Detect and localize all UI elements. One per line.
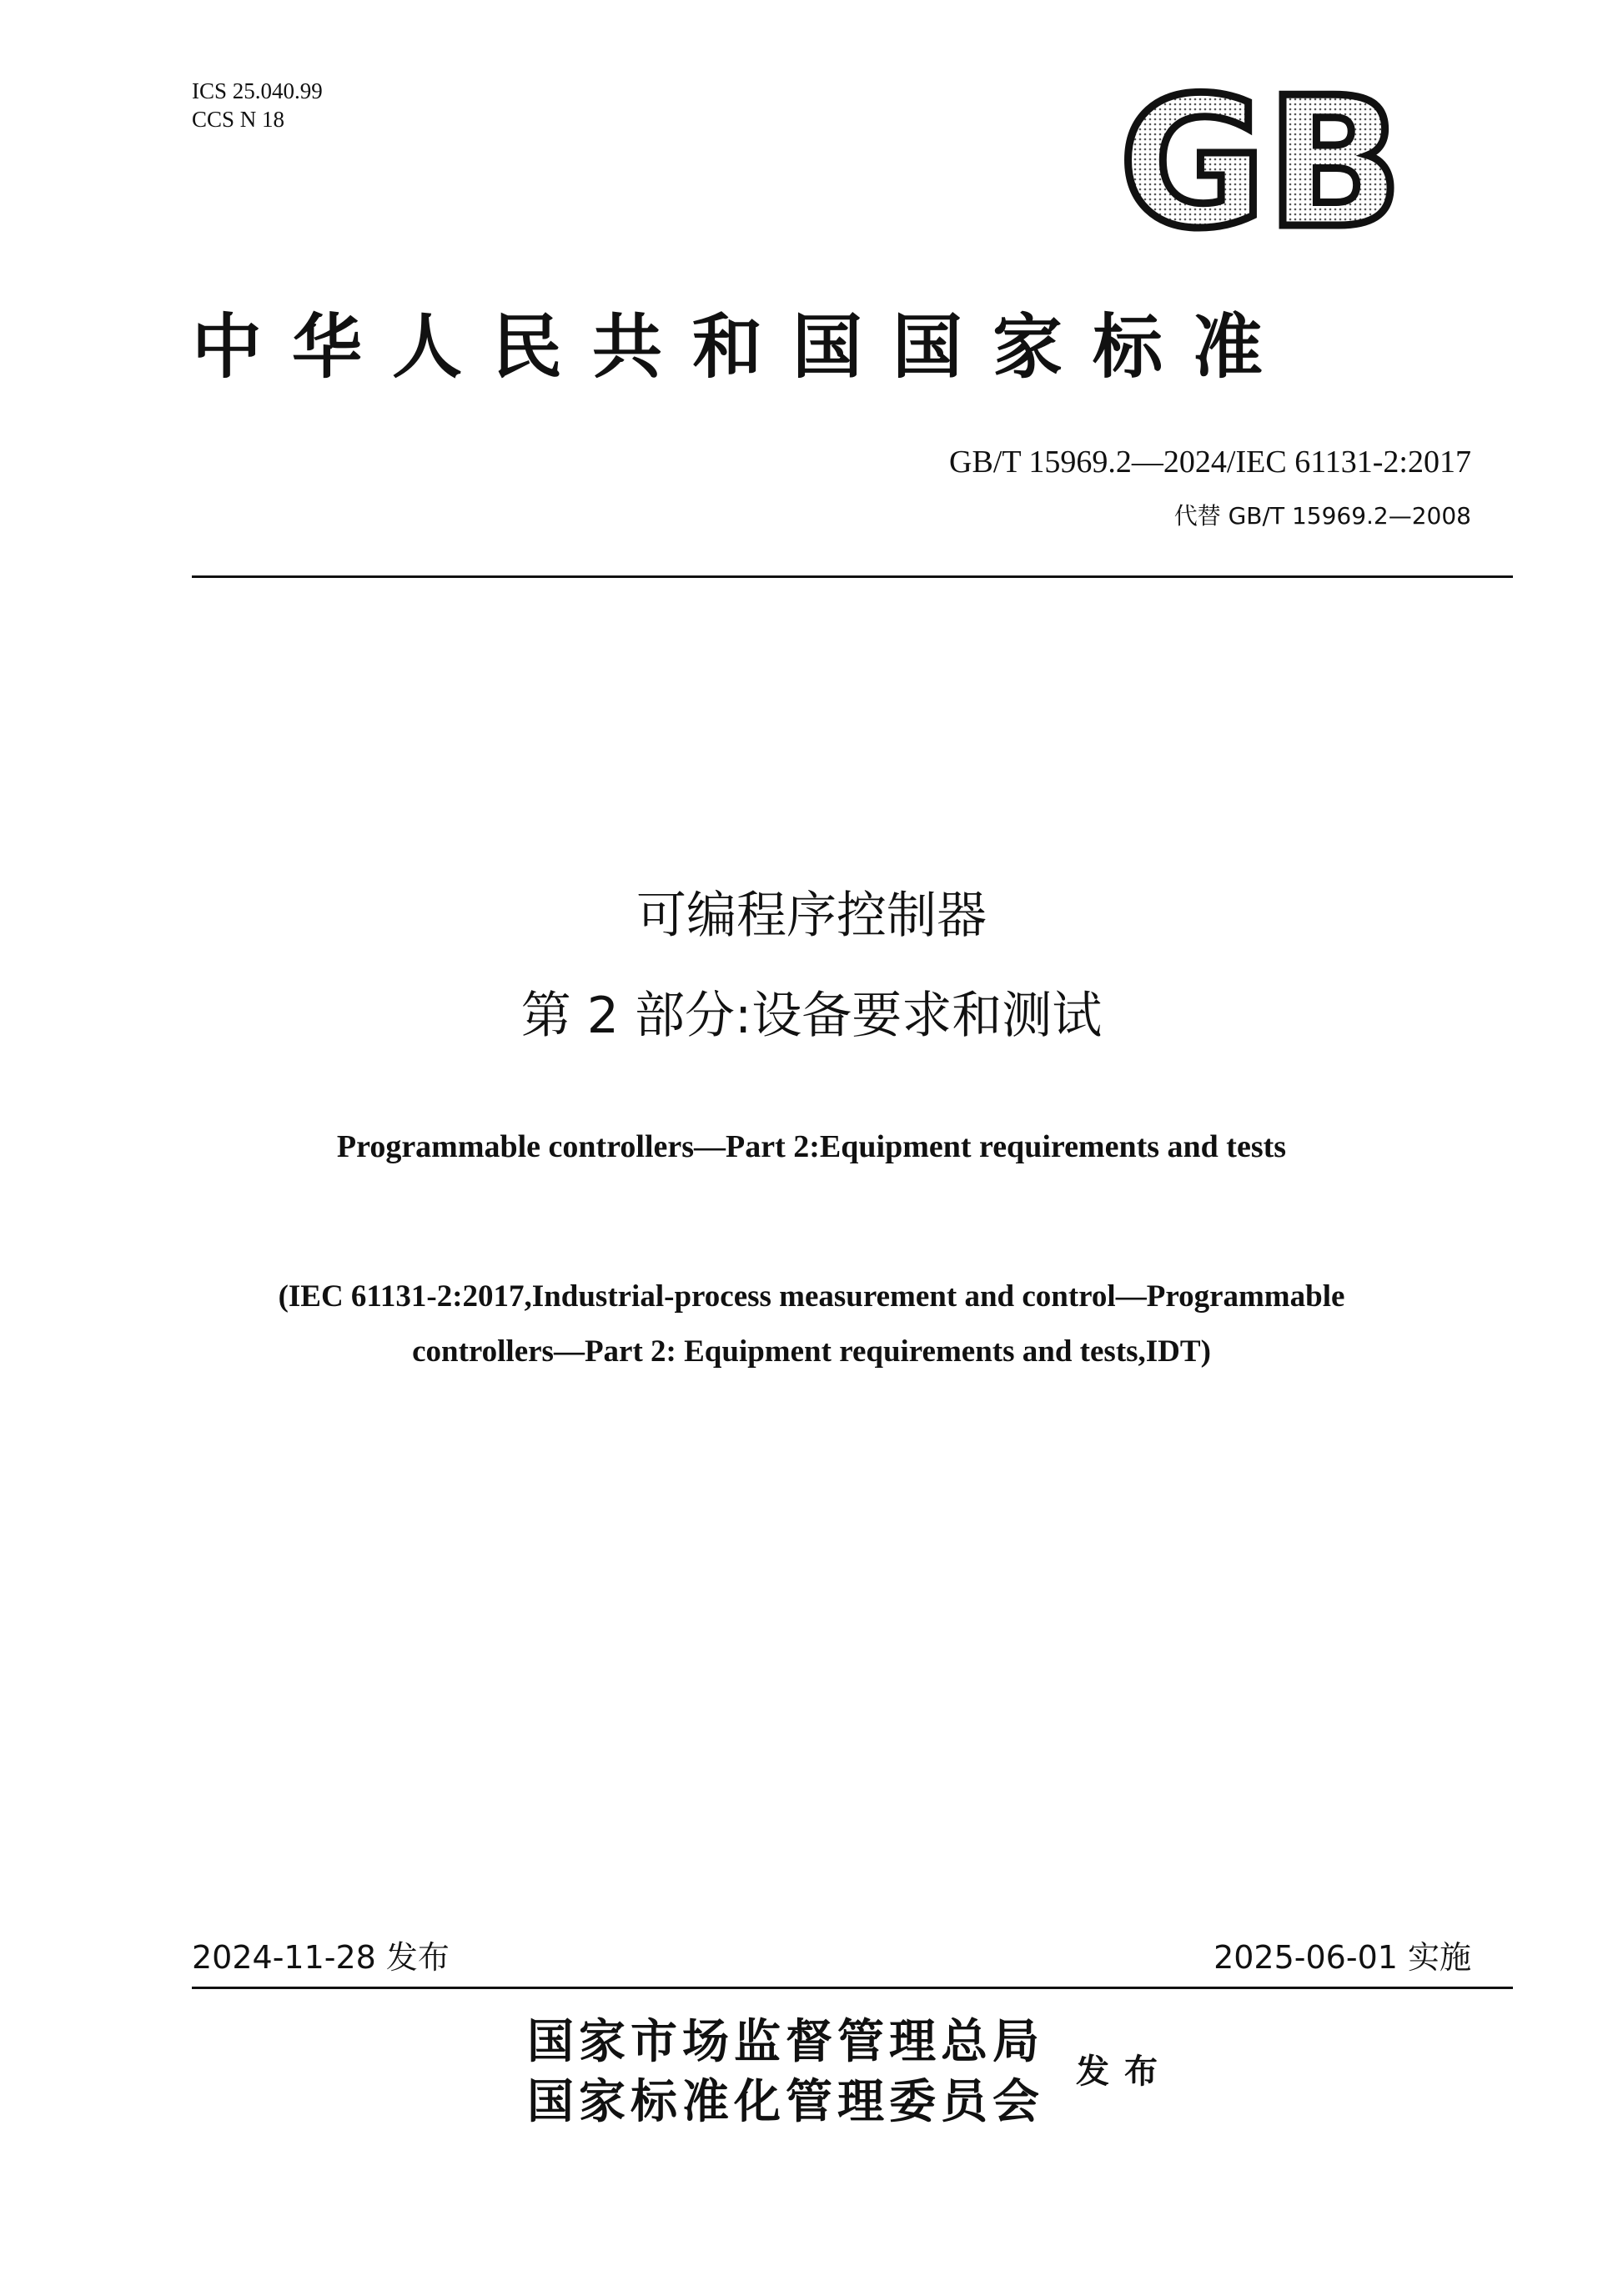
iec-reference-line1: (IEC 61131-2:2017,Industrial-process measurement and control—Programmable [278,1279,1345,1314]
publish-label: 发布 [1076,2052,1173,2090]
issuer-sac: 国家标准化管理委员会 [527,2077,1044,2128]
ics-code: ICS 25.040.99 [192,78,323,103]
ccs-code: CCS N 18 [192,107,285,132]
document-title-en: Programmable controllers—Part 2:Equipment requirements and tests [336,1129,1287,1164]
classification-codes [192,77,323,133]
document-title-cn-line2: 第 2 部分:设备要求和测试 [520,987,1103,1045]
issue-date: 2024-11-28 发布 [192,1939,450,1976]
iec-reference-line2: controllers—Part 2: Equipment requirements and tests,IDT) [412,1334,1211,1369]
top-divider [192,575,1513,578]
implementation-date: 2025-06-01 实施 [1213,1939,1471,1976]
standard-number: GB/T 15969.2—2024/IEC 61131-2:2017 [949,445,1471,480]
gb-logo-text: GB [1118,82,1404,242]
issuer-samr: 国家市场监督管理总局 [527,2017,1044,2068]
document-title-cn-line1: 可编程序控制器 [636,887,987,945]
national-standard-title: 中华人民共和国国家标准 [192,309,1294,387]
bottom-divider [192,1987,1513,1989]
gb-logo [1103,82,1419,242]
replaces-standard: 代替 GB/T 15969.2—2008 [1173,502,1471,530]
